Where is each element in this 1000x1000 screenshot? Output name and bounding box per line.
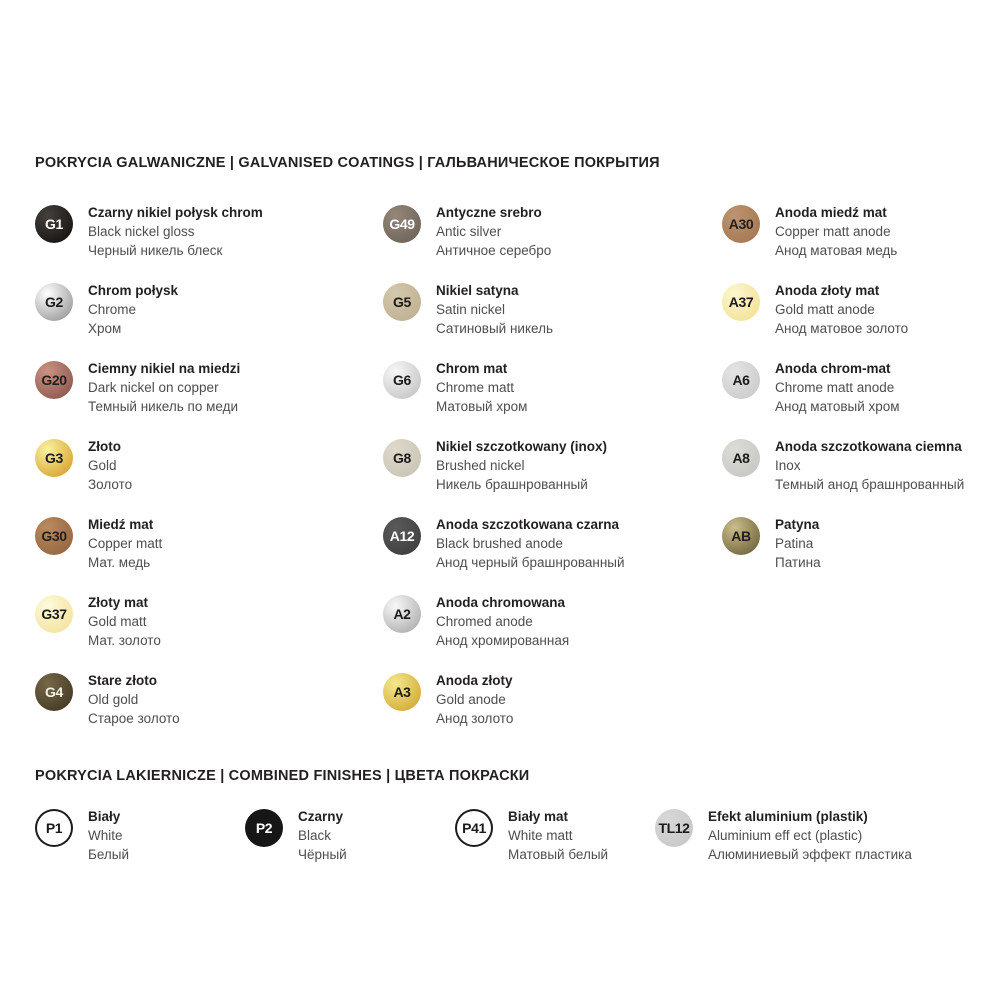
finish-code: G37 bbox=[41, 606, 67, 622]
finish-code: P1 bbox=[45, 820, 63, 836]
finish-name-en: Dark nickel on copper bbox=[88, 380, 219, 395]
finish-entry-a3 bbox=[383, 671, 722, 749]
finish-swatch-g37 bbox=[35, 595, 73, 633]
finish-name-ru: Мат. медь bbox=[88, 555, 151, 570]
finish-name-ru: Черный никель блеск bbox=[88, 243, 223, 258]
finish-labels bbox=[436, 359, 527, 416]
finish-name-ru: Анод матовый хром bbox=[775, 399, 900, 414]
finish-labels bbox=[775, 359, 900, 416]
finish-labels bbox=[88, 593, 161, 650]
finish-code: A37 bbox=[728, 294, 754, 310]
finish-swatch-g20 bbox=[35, 361, 73, 399]
finish-labels bbox=[436, 437, 607, 494]
finish-name-pl: Anoda chromowana bbox=[436, 595, 566, 610]
finish-swatch-a8 bbox=[722, 439, 760, 477]
finish-code: P41 bbox=[462, 820, 486, 836]
finish-swatch-g30 bbox=[35, 517, 73, 555]
finish-entry-g3 bbox=[35, 437, 383, 515]
finish-labels bbox=[88, 515, 162, 572]
finish-code: G2 bbox=[45, 294, 63, 310]
finish-name-en: White bbox=[88, 828, 123, 843]
finish-code: G49 bbox=[389, 216, 415, 232]
finish-code: G3 bbox=[45, 450, 63, 466]
finish-code: G20 bbox=[41, 372, 67, 388]
finish-swatch-a3 bbox=[383, 673, 421, 711]
section-title-combined-finishes: POKRYCIA LAKIERNICZE | COMBINED FINISHES | ЦВЕТА ПОКРАСКИ bbox=[35, 768, 530, 784]
finish-name-pl: Ciemny nikiel na miedzi bbox=[88, 361, 241, 376]
finish-name-ru: Анод хромированная bbox=[436, 633, 570, 648]
finish-swatch-p1 bbox=[35, 809, 73, 847]
finish-code: A3 bbox=[393, 684, 411, 700]
finish-code: A8 bbox=[732, 450, 750, 466]
finish-name-ru: Белый bbox=[88, 847, 130, 862]
finish-name-pl: Chrom mat bbox=[436, 361, 508, 376]
finish-entry-g5 bbox=[383, 281, 722, 359]
finish-code: A12 bbox=[389, 528, 415, 544]
finish-code: G6 bbox=[393, 372, 411, 388]
finish-name-en: White matt bbox=[508, 828, 573, 843]
finish-code: TL12 bbox=[658, 820, 690, 836]
finish-name-ru: Мат. золото bbox=[88, 633, 161, 648]
combined-finishes-row bbox=[35, 807, 1000, 864]
finish-entry-a6 bbox=[722, 359, 1000, 437]
finish-name-en: Satin nickel bbox=[436, 302, 506, 317]
finish-code: A2 bbox=[393, 606, 411, 622]
finish-name-ru: Анод матовое золото bbox=[775, 321, 909, 336]
finish-labels bbox=[775, 515, 821, 572]
finish-swatch-g1 bbox=[35, 205, 73, 243]
finish-labels bbox=[88, 807, 129, 864]
finish-name-pl: Czarny nikiel połysk chrom bbox=[88, 205, 263, 220]
finish-code: G5 bbox=[393, 294, 411, 310]
finish-entry-g4 bbox=[35, 671, 383, 749]
finish-entry-g1 bbox=[35, 203, 383, 281]
galvanised-coatings-grid bbox=[35, 203, 1000, 749]
finish-name-pl: Anoda złoty mat bbox=[775, 283, 880, 298]
finish-name-en: Old gold bbox=[88, 692, 139, 707]
finish-swatch-a2 bbox=[383, 595, 421, 633]
finish-code: A30 bbox=[728, 216, 754, 232]
finish-name-ru: Чёрный bbox=[298, 847, 347, 862]
finish-entry-g6 bbox=[383, 359, 722, 437]
finish-name-pl: Anoda miedź mat bbox=[775, 205, 887, 220]
finish-entry-g20 bbox=[35, 359, 383, 437]
finish-swatch-g2 bbox=[35, 283, 73, 321]
finish-code: P2 bbox=[255, 820, 273, 836]
finish-swatch-g3 bbox=[35, 439, 73, 477]
finish-entry-a12 bbox=[383, 515, 722, 593]
finish-name-ru: Патина bbox=[775, 555, 821, 570]
finish-name-pl: Anoda szczotkowana ciemna bbox=[775, 439, 962, 454]
finish-name-ru: Хром bbox=[88, 321, 122, 336]
finish-name-ru: Матовый белый bbox=[508, 847, 609, 862]
finish-swatch-ab bbox=[722, 517, 760, 555]
finish-entry-g37 bbox=[35, 593, 383, 671]
finish-labels bbox=[436, 281, 553, 338]
finish-name-en: Copper matt anode bbox=[775, 224, 891, 239]
finish-name-pl: Miedź mat bbox=[88, 517, 154, 532]
finish-labels bbox=[436, 203, 551, 260]
finish-name-ru: Темный анод брашнрованный bbox=[775, 477, 965, 492]
finish-name-ru: Алюминиевый эффект пластика bbox=[708, 847, 912, 862]
finish-name-ru: Золото bbox=[88, 477, 133, 492]
finish-name-en: Chrome matt anode bbox=[775, 380, 895, 395]
finish-entry-g2 bbox=[35, 281, 383, 359]
finish-entry-g30 bbox=[35, 515, 383, 593]
finish-name-en: Black bbox=[298, 828, 332, 843]
finish-name-en: Patina bbox=[775, 536, 814, 551]
finish-entry-a2 bbox=[383, 593, 722, 671]
finish-name-en: Chromed anode bbox=[436, 614, 533, 629]
finish-entry-a37 bbox=[722, 281, 1000, 359]
finish-name-ru: Матовый хром bbox=[436, 399, 528, 414]
finish-code: G1 bbox=[45, 216, 63, 232]
finish-name-ru: Сатиновый никель bbox=[436, 321, 553, 336]
finish-name-pl: Anoda szczotkowana czarna bbox=[436, 517, 620, 532]
finish-name-pl: Patyna bbox=[775, 517, 820, 532]
finish-name-en: Gold anode bbox=[436, 692, 506, 707]
finish-swatch-a12 bbox=[383, 517, 421, 555]
finish-name-en: Black brushed anode bbox=[436, 536, 563, 551]
finish-labels bbox=[775, 437, 964, 494]
finish-entry-a30 bbox=[722, 203, 1000, 281]
finish-entry-p2 bbox=[245, 807, 455, 864]
finish-labels bbox=[708, 807, 912, 864]
finish-name-pl: Czarny bbox=[298, 809, 344, 824]
finish-name-pl: Złoty mat bbox=[88, 595, 149, 610]
finish-labels bbox=[436, 593, 569, 650]
finish-name-pl: Chrom połysk bbox=[88, 283, 179, 298]
finish-name-pl: Biały mat bbox=[508, 809, 569, 824]
finish-labels bbox=[88, 359, 240, 416]
finish-entry-g49 bbox=[383, 203, 722, 281]
finish-name-ru: Анод золото bbox=[436, 711, 514, 726]
finish-entry-g8 bbox=[383, 437, 722, 515]
finish-name-pl: Nikiel szczotkowany (inox) bbox=[436, 439, 608, 454]
finish-entry-ab bbox=[722, 515, 1000, 593]
finish-name-en: Copper matt bbox=[88, 536, 163, 551]
finish-name-en: Aluminium eff ect (plastic) bbox=[708, 828, 863, 843]
finish-labels bbox=[508, 807, 608, 864]
finish-name-pl: Nikiel satyna bbox=[436, 283, 519, 298]
finish-code: G8 bbox=[393, 450, 411, 466]
finish-entry-p1 bbox=[35, 807, 245, 864]
finish-labels bbox=[88, 671, 180, 728]
finish-labels bbox=[436, 515, 625, 572]
finish-swatch-a6 bbox=[722, 361, 760, 399]
finish-name-ru: Старое золото bbox=[88, 711, 180, 726]
finish-swatch-p41 bbox=[455, 809, 493, 847]
galvanised-column-1 bbox=[35, 203, 383, 749]
finish-swatch-a30 bbox=[722, 205, 760, 243]
finish-swatch-tl12 bbox=[655, 809, 693, 847]
finish-labels bbox=[775, 203, 897, 260]
finish-name-ru: Античное серебро bbox=[436, 243, 552, 258]
finish-name-ru: Никель брашнрованный bbox=[436, 477, 588, 492]
finish-name-en: Chrome matt bbox=[436, 380, 515, 395]
finish-swatch-g5 bbox=[383, 283, 421, 321]
finish-name-ru: Темный никель по меди bbox=[88, 399, 238, 414]
finish-name-pl: Złoto bbox=[88, 439, 121, 454]
finish-labels bbox=[775, 281, 908, 338]
finish-swatch-g8 bbox=[383, 439, 421, 477]
finish-code: A6 bbox=[732, 372, 750, 388]
finish-name-en: Black nickel gloss bbox=[88, 224, 195, 239]
finish-name-en: Chrome bbox=[88, 302, 137, 317]
finish-labels bbox=[88, 281, 178, 338]
finish-name-en: Gold bbox=[88, 458, 117, 473]
finish-labels bbox=[436, 671, 513, 728]
finish-entry-a8 bbox=[722, 437, 1000, 515]
finish-swatch-p2 bbox=[245, 809, 283, 847]
finish-name-en: Antic silver bbox=[436, 224, 502, 239]
finish-swatch-g49 bbox=[383, 205, 421, 243]
finish-code: AB bbox=[731, 528, 751, 544]
finish-entry-tl12 bbox=[655, 807, 912, 864]
finish-name-pl: Anoda chrom-mat bbox=[775, 361, 891, 376]
finish-name-ru: Анод матовая медь bbox=[775, 243, 898, 258]
finish-name-en: Inox bbox=[775, 458, 801, 473]
finish-labels bbox=[88, 437, 132, 494]
finish-swatch-a37 bbox=[722, 283, 760, 321]
galvanised-column-2 bbox=[383, 203, 722, 749]
finish-name-pl: Efekt aluminium (plastik) bbox=[708, 809, 868, 824]
finish-labels bbox=[88, 203, 263, 260]
finish-name-en: Gold matt anode bbox=[775, 302, 875, 317]
finish-name-pl: Biały bbox=[88, 809, 121, 824]
section-title-galvanised-coatings: POKRYCIA GALWANICZNE | GALVANISED COATINGS | ГАЛЬВАНИЧЕСКОЕ ПОКРЫТИЯ bbox=[35, 155, 660, 171]
finish-swatch-g6 bbox=[383, 361, 421, 399]
finish-labels bbox=[298, 807, 347, 864]
finish-code: G4 bbox=[45, 684, 63, 700]
finish-name-ru: Анод черный брашнрованный bbox=[436, 555, 625, 570]
finish-entry-p41 bbox=[455, 807, 655, 864]
finish-name-en: Gold matt bbox=[88, 614, 147, 629]
finish-name-pl: Antyczne srebro bbox=[436, 205, 542, 220]
finish-name-pl: Stare złoto bbox=[88, 673, 158, 688]
finish-code: G30 bbox=[41, 528, 67, 544]
finish-swatch-g4 bbox=[35, 673, 73, 711]
galvanised-column-3 bbox=[722, 203, 1000, 749]
finish-name-pl: Anoda złoty bbox=[436, 673, 513, 688]
finish-name-en: Brushed nickel bbox=[436, 458, 525, 473]
